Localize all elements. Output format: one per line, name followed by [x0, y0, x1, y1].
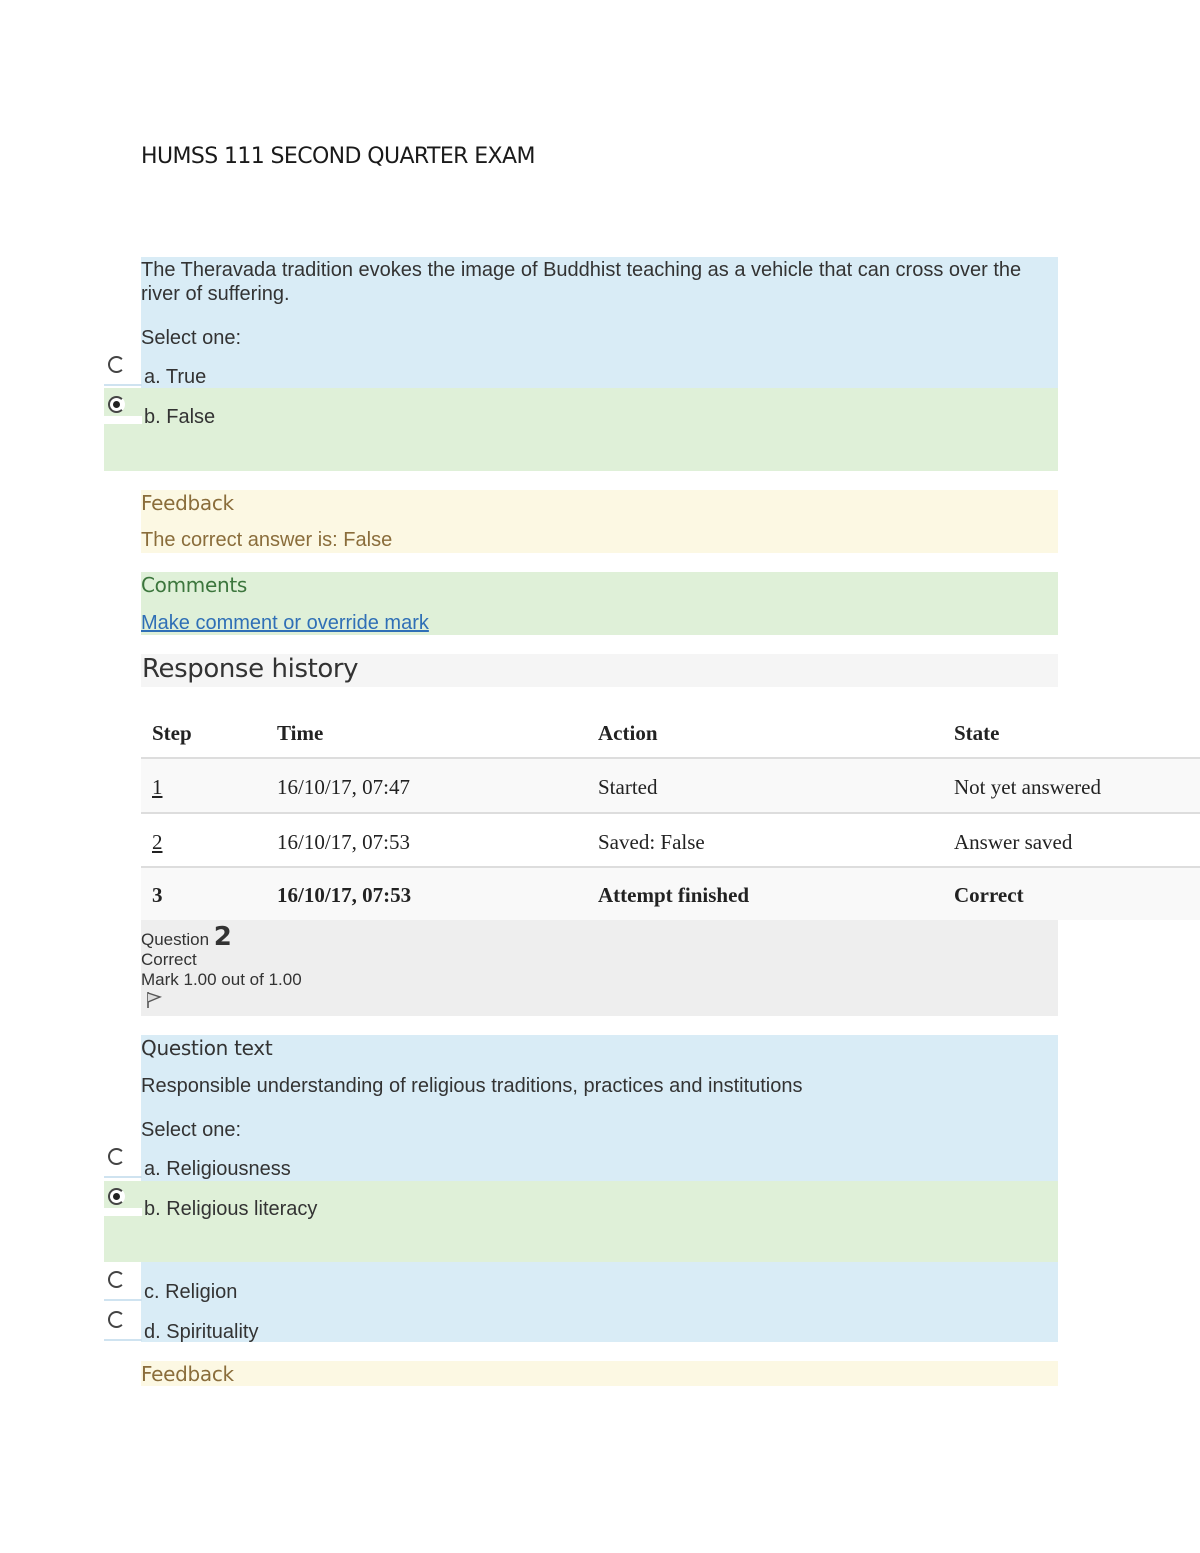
column-header-action: Action [598, 721, 658, 745]
step-link-2[interactable]: 2 [152, 830, 163, 854]
row3-time: 16/10/17, 07:53 [277, 883, 412, 907]
question2-text: Responsible understanding of religious traditions, practices and institutions [141, 1075, 803, 1097]
q1-option-b[interactable]: b. False [144, 406, 216, 428]
row3-state: Correct [954, 883, 1024, 907]
q2-option-d[interactable]: d. Spirituality [144, 1321, 259, 1343]
q1-selected-answer-panel [104, 388, 1058, 471]
response-history-title: Response history [142, 654, 359, 684]
question-number: 2 [213, 922, 232, 952]
column-header-state: State [954, 721, 1000, 745]
radio-underline [104, 1339, 142, 1341]
radio-underline [104, 1299, 142, 1301]
q2-feedback-panel [141, 1361, 1058, 1386]
column-header-step: Step [152, 721, 192, 745]
radio-q2-b[interactable] [108, 1188, 125, 1205]
q2-option-c[interactable]: c. Religion [144, 1281, 238, 1303]
question-label: Question [141, 930, 210, 949]
question2-options-panel [141, 1262, 1058, 1342]
radio-q1-a[interactable] [108, 356, 125, 373]
radio-q2-a[interactable] [108, 1148, 125, 1165]
q1-feedback-text: The correct answer is: False [141, 529, 393, 551]
question2-number-line [141, 922, 232, 952]
table-divider [141, 812, 1200, 814]
question-text-heading: Question text [141, 1036, 273, 1060]
radio-q1-b[interactable] [108, 396, 125, 413]
row2-state: Answer saved [954, 830, 1073, 854]
q1-option-a[interactable]: a. True [144, 366, 207, 388]
row2-time: 16/10/17, 07:53 [277, 830, 411, 854]
question2-info-panel [141, 920, 1058, 1016]
row3-step: 3 [152, 883, 163, 907]
row1-state: Not yet answered [954, 775, 1101, 799]
step-link-1[interactable]: 1 [152, 775, 163, 799]
question2-mark: Mark 1.00 out of 1.00 [141, 970, 302, 989]
row2-action: Saved: False [598, 830, 705, 854]
q1-comments-heading: Comments [141, 573, 248, 597]
page-title: HUMSS 111 SECOND QUARTER EXAM [141, 144, 535, 169]
question1-text-line2: river of suffering. [141, 283, 290, 305]
q2-selected-answer-panel [104, 1181, 1058, 1262]
radio-q2-d[interactable] [108, 1311, 125, 1328]
radio-background [104, 416, 142, 424]
row3-action: Attempt finished [598, 883, 750, 907]
question2-status: Correct [141, 950, 197, 969]
radio-underline [104, 384, 142, 386]
question2-select-one: Select one: [141, 1119, 242, 1141]
row1-action: Started [598, 775, 658, 799]
flag-icon[interactable] [145, 991, 163, 1014]
row1-time: 16/10/17, 07:47 [277, 775, 411, 799]
radio-q2-c[interactable] [108, 1271, 125, 1288]
question1-text: The Theravada tradition evokes the image of Buddhist teaching as a vehicle that can cross over the [141, 259, 1022, 281]
question1-select-one: Select one: [141, 327, 242, 349]
radio-underline [104, 1176, 142, 1178]
q2-feedback-heading: Feedback [141, 1362, 234, 1386]
q2-option-a[interactable]: a. Religiousness [144, 1158, 291, 1180]
column-header-time: Time [277, 721, 324, 745]
make-comment-link[interactable]: Make comment or override mark [141, 612, 429, 634]
q1-feedback-heading: Feedback [141, 491, 234, 515]
radio-background [104, 1208, 142, 1216]
q2-option-b[interactable]: b. Religious literacy [144, 1198, 318, 1220]
